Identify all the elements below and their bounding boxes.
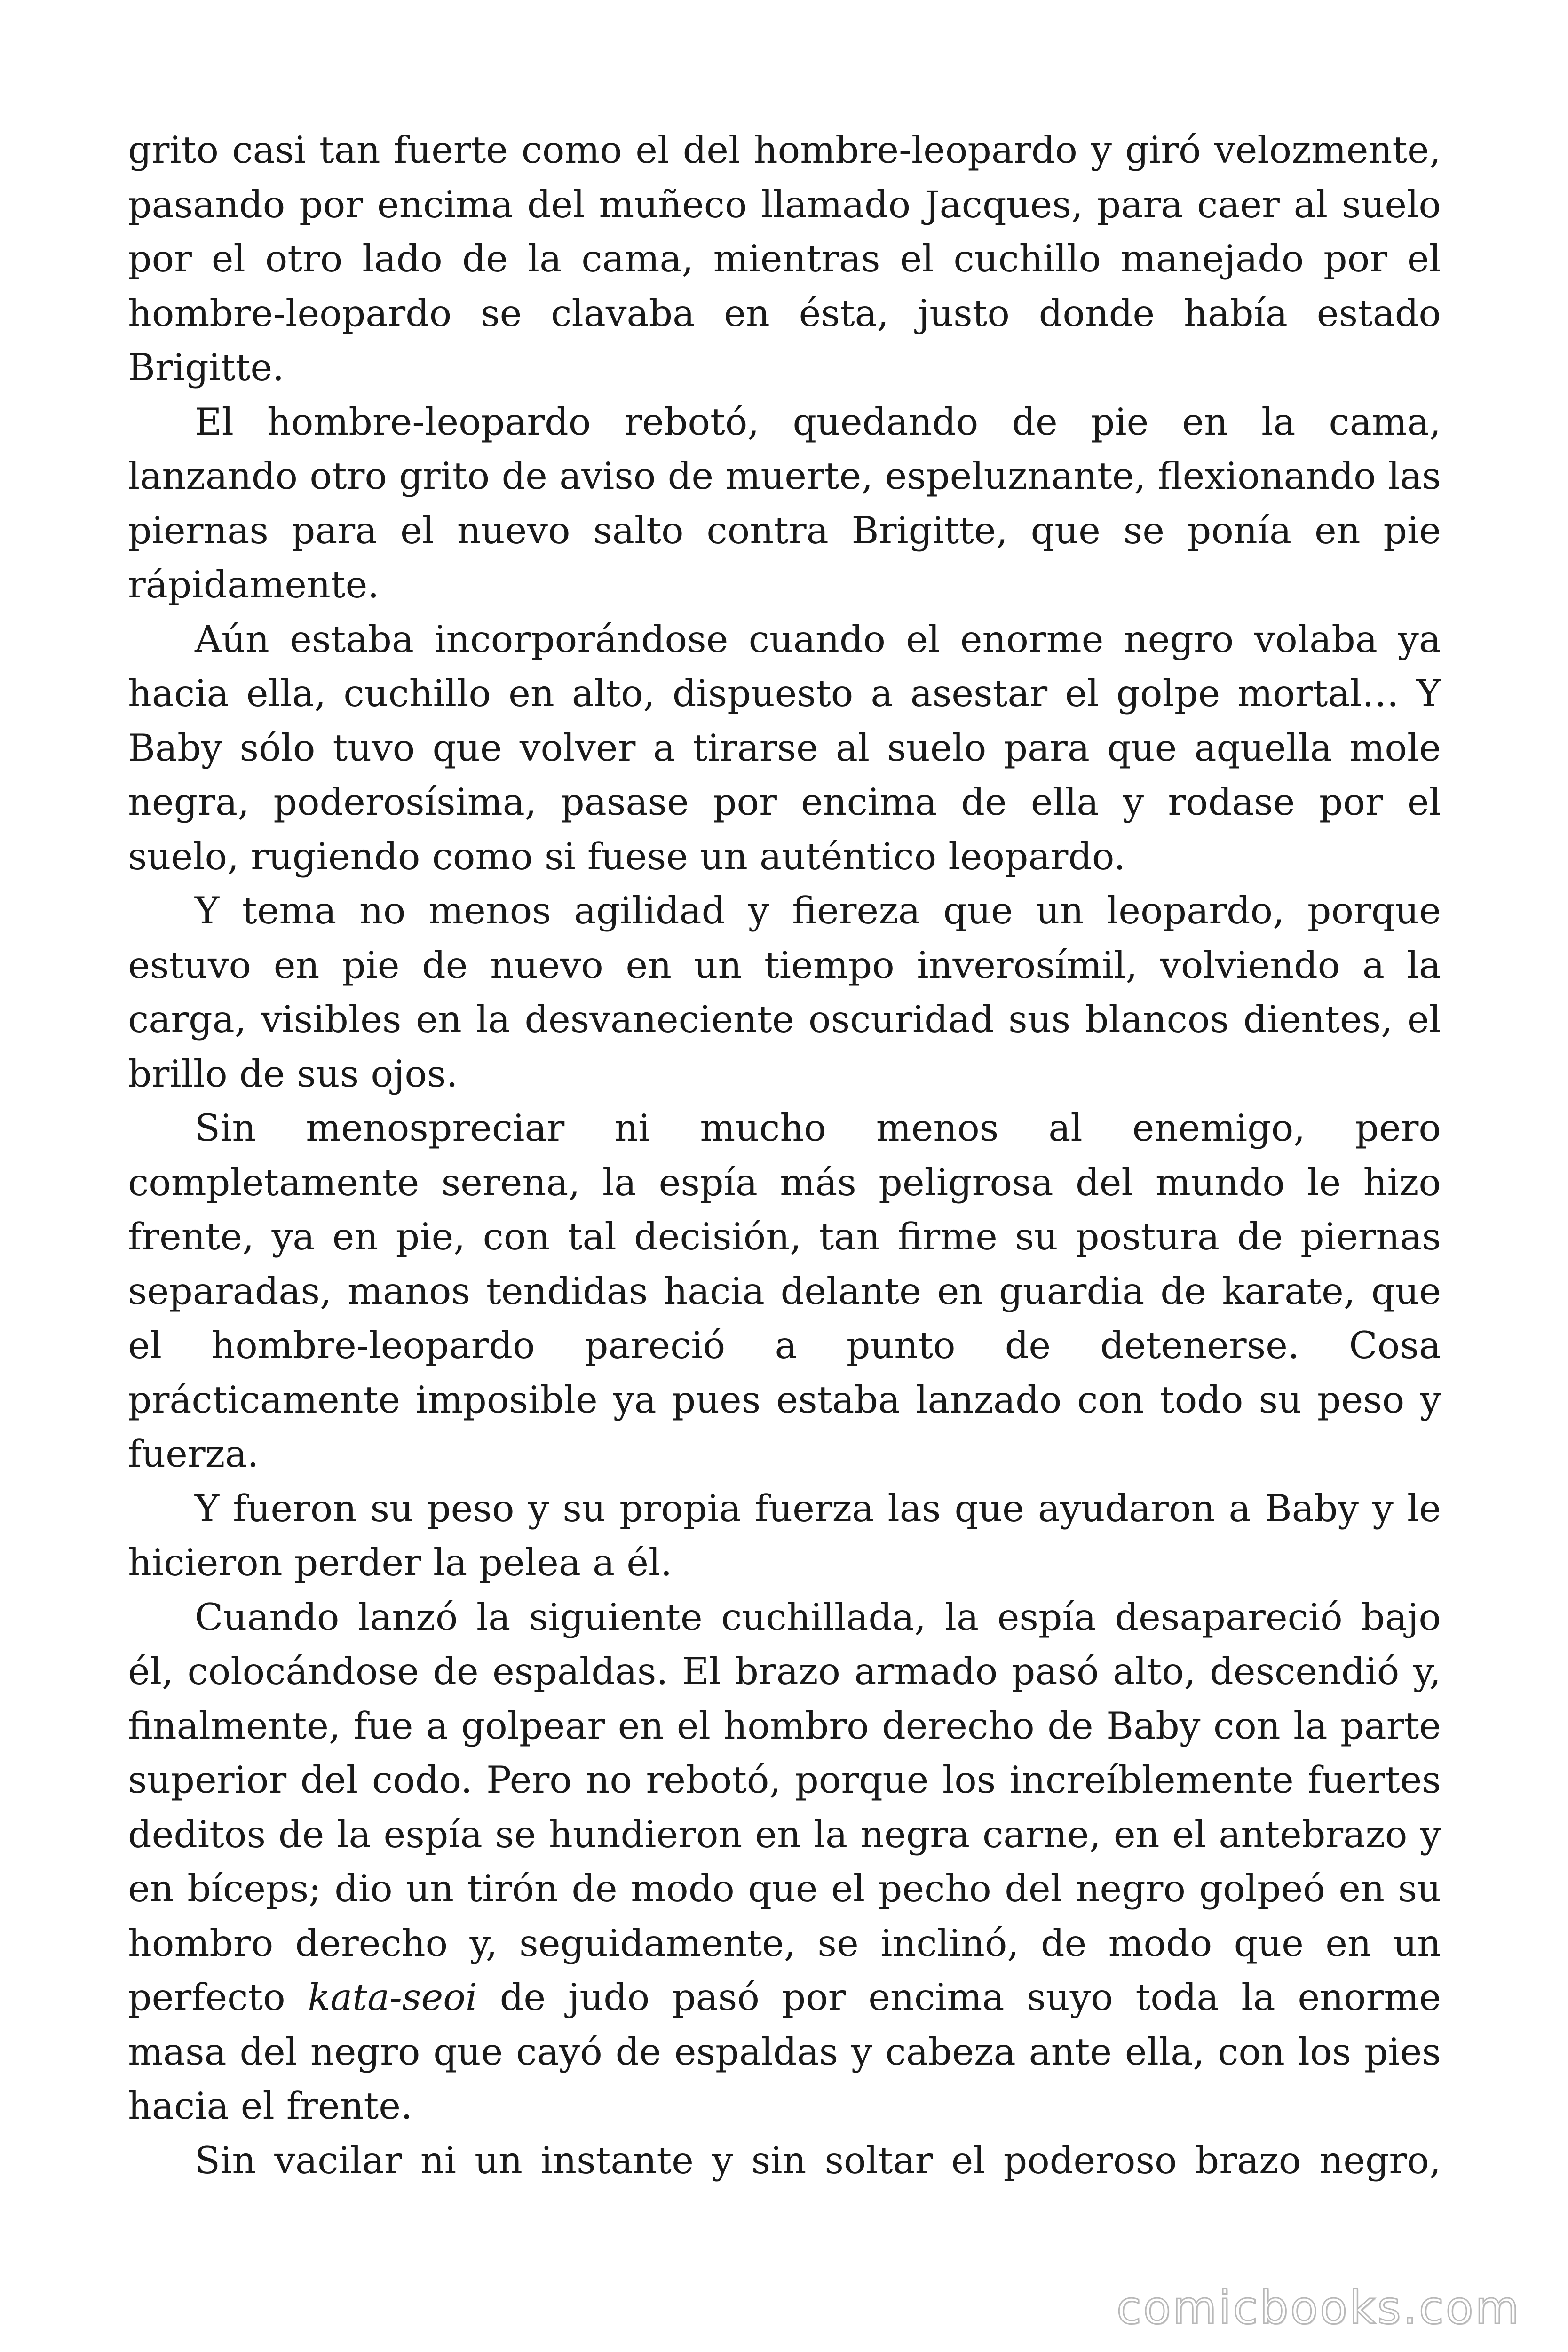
text-segment: Y fueron su peso y su propia fuerza las que ayudaron a Baby y le hicieron perder la pelea a él.: [128, 1486, 1441, 1584]
text-segment: Y tema no menos agilidad y fiereza que un leopardo, porque estuvo en pie de nuevo en un tiempo inverosímil, volviendo a la carga, visibles en la desvaneciente oscuridad sus blancos dientes, el brillo de sus ojos.: [128, 889, 1441, 1096]
text-segment: Sin vacilar ni un instante y sin soltar el poderoso brazo negro,: [195, 2138, 1441, 2182]
text-segment: El hombre-leopardo rebotó, quedando de pie en la cama, lanzando otro grito de aviso de muerte, espeluznante, flexionando las piernas para el nuevo salto contra Brigitte, que se ponía en pie rápidamente.: [128, 400, 1441, 606]
paragraph: [128, 612, 1441, 884]
watermark-logo: comicbooks.com: [1116, 2281, 1521, 2334]
text-segment: Cuando lanzó la siguiente cuchillada, la espía desapareció bajo él, colocándose de espaldas. El brazo armado pasó alto, descendió y, finalmente, fue a golpear en el hombro derecho de Baby con la parte superior del codo. Pero no rebotó, porque los increíblemente fuertes deditos de la espía se hundieron en la negra carne, en el antebrazo y en bíceps; dio un tirón de modo que el pecho del negro golpeó en su hombro derecho y, seguidamente, se inclinó, de modo que en un perfecto: [128, 1595, 1441, 2019]
text-segment: Aún estaba incorporándose cuando el enorme negro volaba ya hacia ella, cuchillo en alto, dispuesto a asestar el golpe mortal… Y Baby sólo tuvo que volver a tirarse al suelo para que aquella mole negra, poderosísima, pasase por encima de ella y rodase por el suelo, rugiendo como si fuese un auténtico leopardo.: [128, 617, 1441, 878]
paragraph: [128, 1482, 1441, 1590]
text-body: [128, 123, 1441, 2188]
text-segment: de judo pasó por encima suyo toda la enorme masa del negro que cayó de espaldas y cabeza ante ella, con los pies hacia el frente.: [128, 1976, 1441, 2128]
paragraph: [128, 1590, 1441, 2134]
italic-term: kata-seoi: [308, 1976, 478, 2019]
paragraph: [128, 123, 1441, 395]
text-segment: grito casi tan fuerte como el del hombre-leopardo y giró velozmente, pasando por encima del muñeco llamado Jacques, para caer al suelo por el otro lado de la cama, mientras el cuchillo manejado por el hombre-leopardo se clavaba en ésta, justo donde había estado Brigitte.: [128, 128, 1441, 389]
paragraph: [128, 395, 1441, 612]
text-segment: Sin menospreciar ni mucho menos al enemigo, pero completamente serena, la espía más peligrosa del mundo le hizo frente, ya en pie, con tal decisión, tan firme su postura de piernas separadas, manos tendidas hacia delante en guardia de karate, que el hombre-leopardo pareció a punto de detenerse. Cosa prácticamente imposible ya pues estaba lanzado con todo su peso y fuerza.: [128, 1106, 1441, 1476]
paragraph: [128, 2134, 1441, 2188]
paragraph: [128, 1101, 1441, 1482]
paragraph: [128, 884, 1441, 1101]
